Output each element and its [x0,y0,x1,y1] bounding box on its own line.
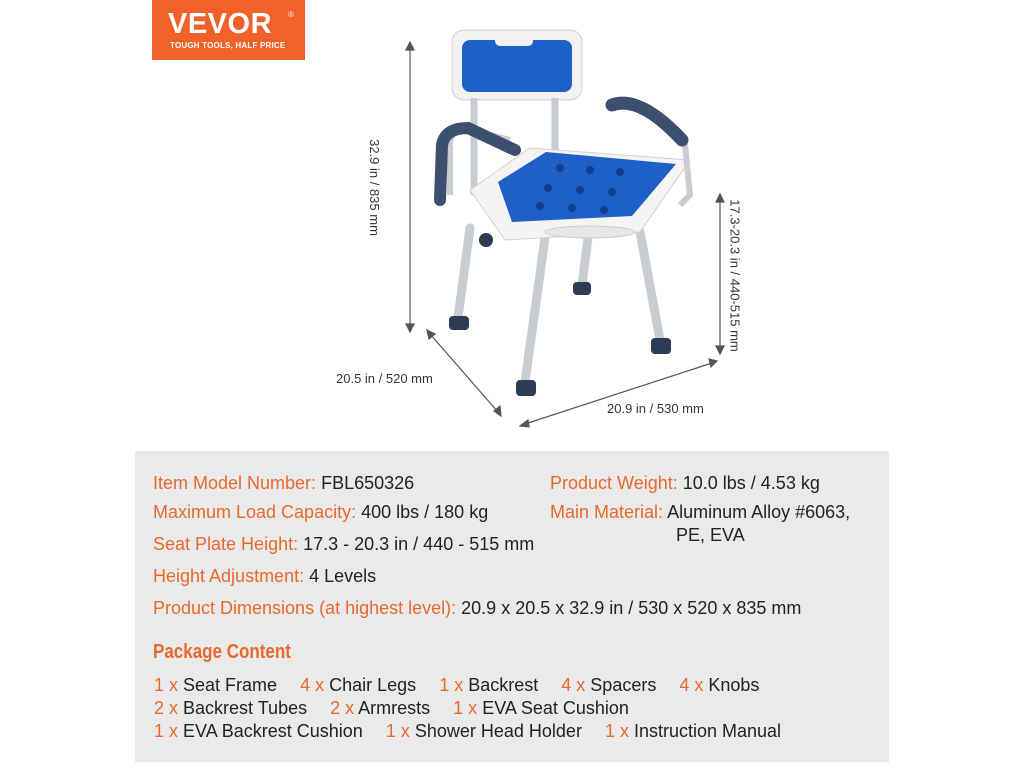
package-item-name: Seat Frame [183,675,278,695]
package-item-qty: 1 x [154,721,179,741]
package-item-name: EVA Backrest Cushion [183,721,363,741]
package-item-name: Backrest [468,675,539,695]
package-item-name: Armrests [358,698,431,718]
package-item-name: Backrest Tubes [183,698,308,718]
package-item-qty: 2 x [330,698,355,718]
spec-model [153,473,414,494]
spec-label: Maximum Load Capacity: [153,502,357,522]
height-dimension-label: 32.9 in / 835 mm [366,139,382,236]
package-line [154,721,799,742]
spec-label: Seat Plate Height: [153,534,299,554]
package-item-name: EVA Seat Cushion [482,698,629,718]
spec-dimensions [153,598,801,619]
seat-height-dimension-label: 17.3-20.3 in / 440-515 mm [727,199,743,352]
logo-wordmark: VEVOR [168,8,273,40]
package-item [605,721,781,741]
spec-material-line2: PE, EVA [676,525,745,545]
spec-label: Product Weight: [550,473,678,493]
width-dimension-label: 20.9 in / 530 mm [607,401,704,416]
depth-dimension-label: 20.5 in / 520 mm [336,371,433,386]
package-item [154,721,363,741]
package-item [330,698,430,718]
package-item-qty: 4 x [679,675,704,695]
package-item [453,698,629,718]
spec-weight [550,473,820,494]
package-item-name: Chair Legs [329,675,417,695]
package-item-qty: 1 x [385,721,410,741]
package-item [386,721,582,741]
spec-value: 10.0 lbs / 4.53 kg [682,473,820,493]
package-item [154,675,277,695]
package-content-title: Package Content [153,641,291,663]
package-item-name: Shower Head Holder [414,721,582,741]
package-item-qty: 2 x [154,698,179,718]
spec-value: Aluminum Alloy #6063, [667,502,851,522]
package-item-name: Spacers [590,675,657,695]
package-item-qty: 4 x [561,675,586,695]
package-item-qty: 1 x [154,675,179,695]
package-item-name: Instruction Manual [633,721,782,741]
package-item [561,675,656,695]
package-line [154,675,777,696]
spec-panel [135,451,889,762]
package-item-qty: 1 x [453,698,478,718]
spec-height-adjustment [153,566,376,587]
spec-value: 20.9 x 20.5 x 32.9 in / 530 x 520 x 835 mm [461,598,802,618]
package-item [154,698,307,718]
spec-value: 4 Levels [309,566,377,586]
package-item-name: Knobs [708,675,760,695]
spec-label: Product Dimensions (at highest level): [153,598,457,618]
spec-label: Main Material: [550,502,664,522]
logo-registered-mark: ® [288,10,294,19]
spec-load [153,502,488,523]
spec-label: Height Adjustment: [153,566,305,586]
package-item [439,675,538,695]
package-item-qty: 1 x [439,675,464,695]
package-line [154,698,647,719]
spec-value: 400 lbs / 180 kg [361,502,489,522]
package-item [679,675,759,695]
package-item-qty: 4 x [300,675,325,695]
spec-value: FBL650326 [321,473,415,493]
package-item-qty: 1 x [604,721,629,741]
package-item [300,675,416,695]
spec-material [550,502,850,523]
logo-tagline: TOUGH TOOLS, HALF PRICE [170,41,286,50]
spec-label: Item Model Number: [153,473,317,493]
spec-value: 17.3 - 20.3 in / 440 - 515 mm [303,534,535,554]
spec-seat-height [153,534,534,555]
